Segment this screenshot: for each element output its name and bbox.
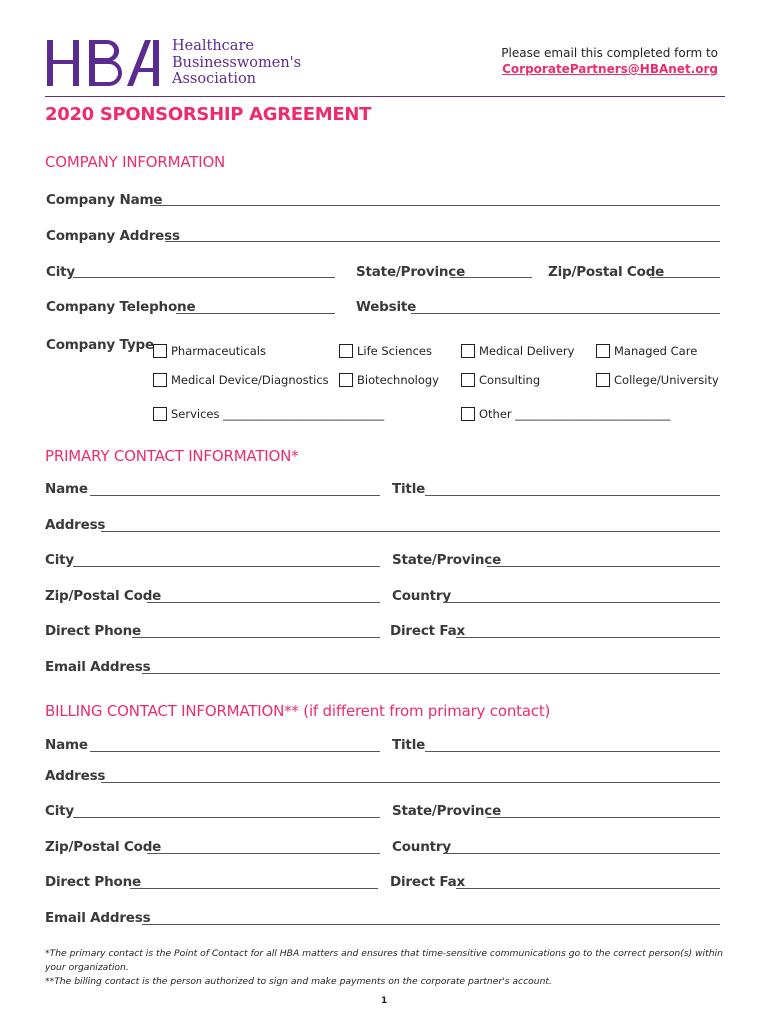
primary-city-field[interactable] xyxy=(73,566,380,567)
type-medical-delivery-label: Medical Delivery xyxy=(479,344,575,358)
checkbox-square[interactable] xyxy=(596,373,610,387)
checkbox-square[interactable] xyxy=(339,344,353,358)
billing-city-field[interactable] xyxy=(73,817,380,818)
logo-wordmark xyxy=(172,38,301,88)
primary-email-label: Email Address xyxy=(45,659,151,675)
checkbox-square[interactable] xyxy=(461,344,475,358)
primary-country-label: Country xyxy=(392,588,451,604)
company-state-field[interactable] xyxy=(450,277,532,278)
type-managed-care-checkbox[interactable] xyxy=(596,344,697,358)
billing-phone-label: Direct Phone xyxy=(45,874,141,890)
primary-state-field[interactable] xyxy=(487,566,720,567)
billing-state-label: State/Province xyxy=(392,803,502,819)
primary-zip-field[interactable] xyxy=(147,602,380,603)
company-zip-label: Zip/Postal Code xyxy=(548,264,665,280)
primary-phone-field[interactable] xyxy=(132,637,380,638)
primary-zip-label: Zip/Postal Code xyxy=(45,588,162,604)
billing-city-label: City xyxy=(45,803,74,819)
checkbox-square[interactable] xyxy=(596,344,610,358)
type-college-label: College/University xyxy=(614,373,719,387)
primary-title-field[interactable] xyxy=(425,495,720,496)
company-type-label: Company Type xyxy=(46,337,154,353)
checkbox-square[interactable] xyxy=(461,407,475,421)
company-zip-field[interactable] xyxy=(650,277,720,278)
checkbox-square[interactable] xyxy=(153,373,167,387)
company-website-label: Website xyxy=(356,299,417,315)
footnote-billing: **The billing contact is the person authorized to sign and make payments on the corporate partner's account. xyxy=(45,976,552,987)
footnote-primary: *The primary contact is the Point of Contact for all HBA matters and ensures that time-sensitive communications go to the correct person(s) within your organization. xyxy=(45,948,723,973)
checkbox-square[interactable] xyxy=(339,373,353,387)
primary-fax-field[interactable] xyxy=(456,637,720,638)
type-pharmaceuticals-label: Pharmaceuticals xyxy=(171,344,266,358)
primary-address-label: Address xyxy=(45,517,106,533)
billing-title-label: Title xyxy=(392,737,426,753)
billing-title-field[interactable] xyxy=(425,751,720,752)
billing-name-field[interactable] xyxy=(90,751,380,752)
type-services-label: Services ____________________________ xyxy=(171,407,385,421)
primary-phone-label: Direct Phone xyxy=(45,623,141,639)
type-services-checkbox[interactable] xyxy=(153,407,384,421)
company-name-field[interactable] xyxy=(150,205,720,206)
billing-phone-field[interactable] xyxy=(130,888,378,889)
billing-fax-field[interactable] xyxy=(456,888,720,889)
type-biotechnology-checkbox[interactable] xyxy=(339,373,439,387)
hba-logo-mark xyxy=(45,38,167,88)
email-link[interactable]: CorporatePartners@HBAnet.org xyxy=(502,62,718,76)
primary-section-heading: PRIMARY CONTACT INFORMATION* xyxy=(45,447,299,465)
billing-fax-label: Direct Fax xyxy=(390,874,466,890)
billing-address-field[interactable] xyxy=(101,782,720,783)
primary-email-field[interactable] xyxy=(142,673,720,674)
billing-email-field[interactable] xyxy=(142,924,720,925)
billing-section-heading: BILLING CONTACT INFORMATION** (if different from primary contact) xyxy=(45,702,551,720)
company-address-label: Company Address xyxy=(46,228,180,244)
type-biotechnology-label: Biotechnology xyxy=(357,373,439,387)
email-instruction xyxy=(501,45,718,77)
billing-country-field[interactable] xyxy=(443,853,720,854)
billing-country-label: Country xyxy=(392,839,451,855)
billing-email-label: Email Address xyxy=(45,910,151,926)
logo-line-1: Healthcare xyxy=(172,38,254,54)
type-pharmaceuticals-checkbox[interactable] xyxy=(153,344,266,358)
page-number: 1 xyxy=(381,996,388,1006)
type-other-label: Other ___________________________ xyxy=(479,407,671,421)
checkbox-square[interactable] xyxy=(153,344,167,358)
company-name-label: Company Name xyxy=(46,192,163,208)
billing-address-label: Address xyxy=(45,768,106,784)
company-city-field[interactable] xyxy=(73,277,335,278)
hba-logo xyxy=(45,38,302,90)
type-consulting-label: Consulting xyxy=(479,373,541,387)
type-managed-care-label: Managed Care xyxy=(614,344,698,358)
billing-zip-field[interactable] xyxy=(147,853,380,854)
primary-address-field[interactable] xyxy=(101,531,720,532)
type-other-checkbox[interactable] xyxy=(461,407,671,421)
primary-name-label: Name xyxy=(45,481,88,497)
company-phone-field[interactable] xyxy=(176,313,335,314)
primary-state-label: State/Province xyxy=(392,552,502,568)
type-college-checkbox[interactable] xyxy=(596,373,719,387)
email-note-text: Please email this completed form to xyxy=(501,46,718,60)
type-medical-device-label: Medical Device/Diagnostics xyxy=(171,373,329,387)
checkbox-square[interactable] xyxy=(153,407,167,421)
header-divider xyxy=(45,96,725,97)
company-website-field[interactable] xyxy=(411,313,720,314)
billing-name-label: Name xyxy=(45,737,88,753)
billing-state-field[interactable] xyxy=(487,817,720,818)
company-city-label: City xyxy=(46,264,75,280)
primary-fax-label: Direct Fax xyxy=(390,623,466,639)
logo-line-3: Association xyxy=(172,71,257,87)
type-consulting-checkbox[interactable] xyxy=(461,373,540,387)
company-state-label: State/Province xyxy=(356,264,466,280)
company-address-field[interactable] xyxy=(165,241,720,242)
company-phone-label: Company Telephone xyxy=(46,299,196,315)
page-title: 2020 SPONSORSHIP AGREEMENT xyxy=(45,104,372,125)
primary-country-field[interactable] xyxy=(443,602,720,603)
primary-name-field[interactable] xyxy=(90,495,380,496)
checkbox-square[interactable] xyxy=(461,373,475,387)
billing-zip-label: Zip/Postal Code xyxy=(45,839,162,855)
logo-line-2: Businesswomen's xyxy=(172,54,302,71)
company-section-heading: COMPANY INFORMATION xyxy=(45,153,226,171)
type-life-sciences-label: Life Sciences xyxy=(357,344,432,358)
primary-city-label: City xyxy=(45,552,74,568)
type-medical-delivery-checkbox[interactable] xyxy=(461,344,574,358)
type-medical-device-checkbox[interactable] xyxy=(153,373,329,387)
footnotes xyxy=(45,947,725,989)
type-life-sciences-checkbox[interactable] xyxy=(339,344,432,358)
primary-title-label: Title xyxy=(392,481,426,497)
